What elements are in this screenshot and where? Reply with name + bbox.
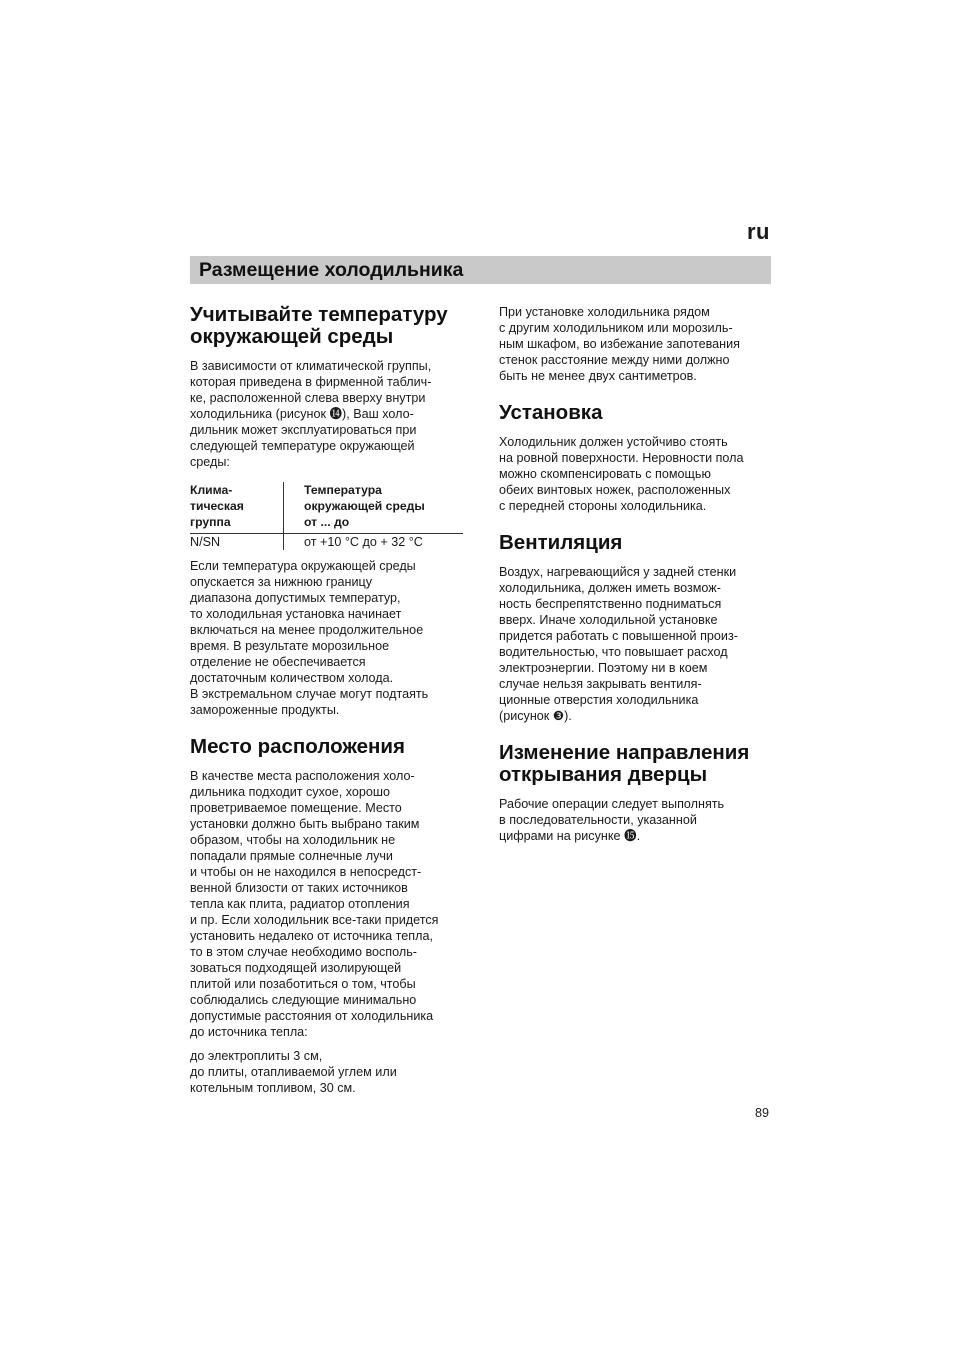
right-column	[499, 304, 774, 844]
temperature-intro: В зависимости от климатической группы, которая приведена в фирменной таблич- ке, расположенной слева вверху внутри холодильника (рисунок ⓮), Ваш холо- дильник может эксплуатироваться при следующей температуре окружающей среды:	[190, 359, 432, 469]
location-text: В качестве места расположения холо- дильника подходит сухое, хорошо проветриваемое помещение. Место установки должно быть выбрано таким образом, чтобы на холодильник не попадали прямые солнечные лучи и чтобы он не находился в непосредст- венной близости от таких источников тепла как плита, радиатор отопления и пр. Если холодильник все-таки придется установить недалеко от источника тепла, то в этом случае необходимо восполь- зоваться подходящей изолирующей плитой или позаботиться о том, чтобы соблюдались следующие минимально допустимые расстояния от холодильника до источника тепла:	[190, 769, 439, 1039]
door-reversal-heading: Изменение направления открывания дверцы	[499, 741, 750, 786]
location-distances: до электроплиты 3 см, до плиты, отапливаемой углем или котельным топливом, 30 см.	[190, 1049, 397, 1095]
temperature-note: Если температура окружающей среды опускается за нижнюю границу диапазона допустимых температур, то холодильная установка начинает включаться на менее продолжительное время. В результате морозильное отделение не обеспечивается достаточным количеством холода. В экстремальном случае могут подтаять замороженные продукты.	[190, 559, 429, 717]
ventilation-heading: Вентиляция	[499, 531, 623, 554]
door-reversal-text: Рабочие операции следует выполнять в последовательности, указанной цифрами на рисунке ⓯.	[499, 797, 725, 843]
location-heading: Место расположения	[190, 735, 405, 758]
installation-heading: Установка	[499, 401, 603, 424]
adjacent-appliance-text: При установке холодильника рядом с другим холодильником или морозиль- ным шкафом, во избежание запотевания стенок расстояние между ними должно быть не менее двух сантиметров.	[499, 305, 740, 383]
section-banner	[190, 256, 771, 284]
climate-class-table	[190, 482, 463, 550]
table-column-divider	[283, 482, 284, 550]
table-cell-class: N/SN	[190, 535, 221, 549]
table-cell-range: от +10 °С до + 32 °С	[304, 535, 423, 549]
language-tag: ru	[747, 219, 770, 244]
page-number: 89	[755, 1106, 770, 1120]
ventilation-text: Воздух, нагревающийся у задней стенки холодильника, должен иметь возмож- ность беспрепятственно подниматься вверх. Иначе холодильной установке придется работать с повышенной произ- водительностью, что повышает расход электроэнергии. Поэтому ни в коем случае нельзя закрывать вентиля- ционные отверстия холодильника (рисунок ❸).	[499, 565, 738, 723]
installation-text: Холодильник должен устойчиво стоять на ровной поверхности. Неровности пола можно скомпенсировать с помощью обеих винтовых ножек, расположенных с передней стороны холодильника.	[499, 435, 744, 513]
temperature-heading: Учитывайте температуру окружающей среды	[190, 303, 448, 348]
table-header-temperature: Температура окружающей среды от ... до	[304, 483, 425, 529]
table-header-rule	[190, 533, 463, 534]
left-column	[190, 304, 465, 1096]
section-title: Размещение холодильника	[199, 259, 464, 281]
table-header-climate-class: Клима- тическая группа	[190, 483, 244, 529]
